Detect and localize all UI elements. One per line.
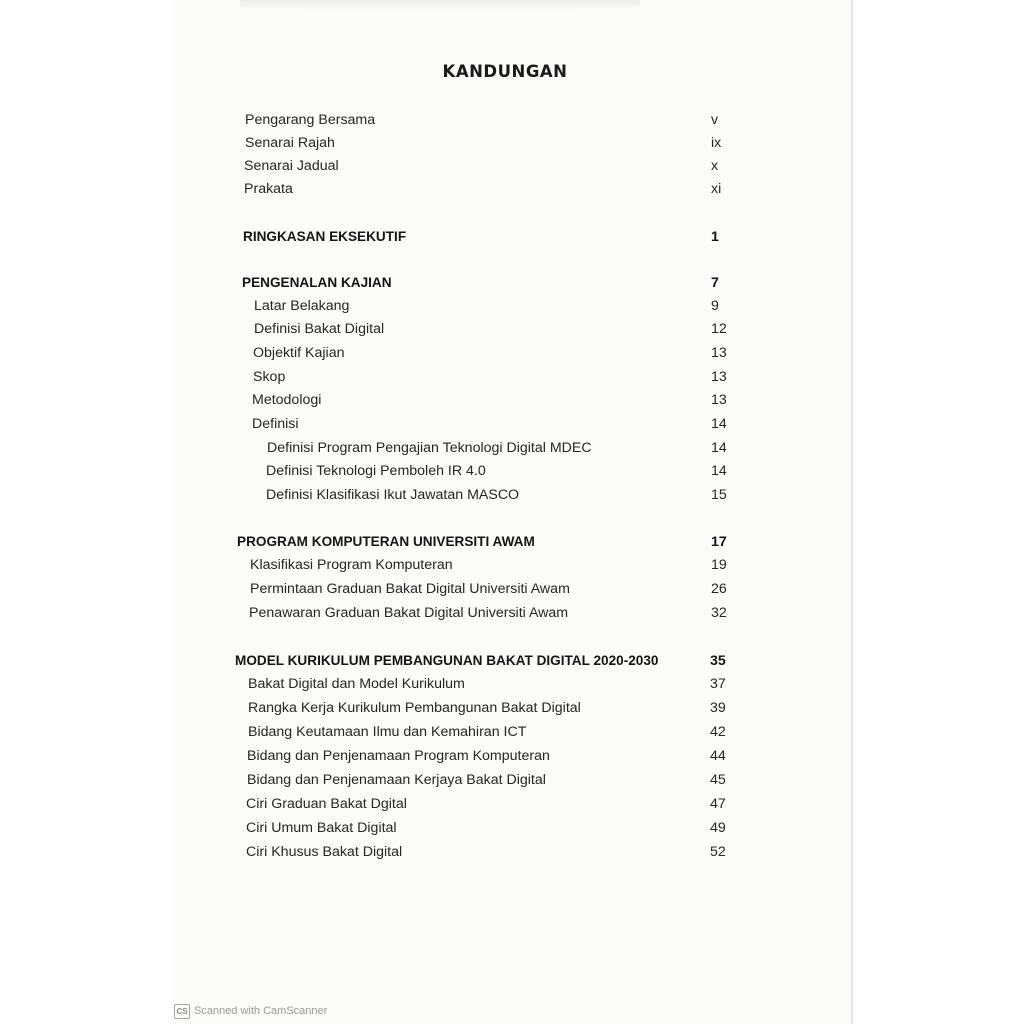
toc-label: Ciri Khusus Bakat Digital bbox=[246, 844, 403, 860]
camscanner-logo-icon: CS bbox=[174, 1004, 190, 1019]
toc-heading-label: PENGENALAN KAJIAN bbox=[242, 275, 392, 290]
toc-label: Penawaran Graduan Bakat Digital Universiti Awam bbox=[249, 605, 569, 621]
toc-label: Klasifikasi Program Komputeran bbox=[250, 557, 453, 573]
toc-section-heading bbox=[0, 532, 1024, 554]
toc-page: 13 bbox=[711, 369, 727, 385]
toc-heading-label: PROGRAM KOMPUTERAN UNIVERSITI AWAM bbox=[237, 534, 535, 549]
toc-page: 44 bbox=[710, 748, 726, 764]
toc-page: 52 bbox=[710, 844, 726, 860]
toc-entry bbox=[0, 390, 1024, 412]
toc-label: Bidang dan Penjenamaan Kerjaya Bakat Digital bbox=[247, 772, 546, 788]
toc-label: Ciri Graduan Bakat Dgital bbox=[246, 796, 407, 812]
toc-label: Metodologi bbox=[252, 392, 322, 408]
toc-label: Senarai Rajah bbox=[245, 135, 335, 151]
toc-entry bbox=[0, 842, 1024, 864]
toc-entry bbox=[0, 343, 1024, 365]
toc-subentry bbox=[0, 461, 1024, 483]
scan-smudge bbox=[240, 0, 640, 10]
toc-label: Skop bbox=[253, 369, 286, 385]
toc-page: 19 bbox=[711, 557, 727, 573]
toc-section-heading bbox=[0, 273, 1024, 295]
toc-heading-page: 35 bbox=[710, 653, 726, 669]
toc-page: 49 bbox=[710, 820, 726, 836]
toc-entry bbox=[0, 674, 1024, 696]
toc-entry bbox=[0, 746, 1024, 768]
toc-page: 12 bbox=[711, 321, 727, 337]
toc-label: Definisi Bakat Digital bbox=[254, 321, 385, 337]
toc-page: x bbox=[711, 158, 719, 174]
toc-entry bbox=[0, 414, 1024, 436]
scanner-watermark bbox=[174, 1003, 327, 1019]
toc-section-heading bbox=[0, 651, 1024, 673]
toc-entry bbox=[0, 794, 1024, 816]
toc-entry-front-matter bbox=[0, 110, 1024, 132]
toc-entry bbox=[0, 603, 1024, 625]
toc-label: Pengarang Bersama bbox=[245, 112, 376, 128]
toc-page: 14 bbox=[711, 440, 727, 456]
toc-entry bbox=[0, 722, 1024, 744]
toc-page: 15 bbox=[711, 487, 727, 503]
toc-label: Permintaan Graduan Bakat Digital Universiti Awam bbox=[250, 581, 570, 597]
toc-label: Definisi bbox=[252, 416, 299, 432]
toc-label: Definisi Teknologi Pemboleh IR 4.0 bbox=[266, 463, 486, 479]
toc-label: Bidang dan Penjenamaan Program Komputeran bbox=[247, 748, 550, 764]
toc-label: Bidang Keutamaan Ilmu dan Kemahiran ICT bbox=[248, 724, 527, 740]
toc-page: 37 bbox=[710, 676, 726, 692]
toc-label: Definisi Klasifikasi Ikut Jawatan MASCO bbox=[266, 487, 520, 503]
toc-entry bbox=[0, 555, 1024, 577]
toc-heading-label: MODEL KURIKULUM PEMBANGUNAN BAKAT DIGITAL 2020-2030 bbox=[235, 653, 659, 668]
toc-entry-front-matter bbox=[0, 156, 1024, 178]
toc-entry bbox=[0, 296, 1024, 318]
toc-page: 13 bbox=[711, 392, 727, 408]
toc-section-heading bbox=[0, 227, 1024, 249]
toc-page: 14 bbox=[711, 463, 727, 479]
toc-page: 47 bbox=[710, 796, 726, 812]
toc-entry bbox=[0, 579, 1024, 601]
toc-label: Objektif Kajian bbox=[253, 345, 345, 361]
toc-subentry bbox=[0, 485, 1024, 507]
toc-page: 26 bbox=[711, 581, 727, 597]
toc-entry-front-matter bbox=[0, 133, 1024, 155]
toc-page: 9 bbox=[711, 298, 719, 314]
toc-heading-page: 17 bbox=[711, 534, 727, 550]
toc-page: 13 bbox=[711, 345, 727, 361]
toc-heading-page: 7 bbox=[711, 275, 719, 291]
toc-page: 14 bbox=[711, 416, 727, 432]
toc-page: 32 bbox=[711, 605, 727, 621]
toc-page: 45 bbox=[710, 772, 726, 788]
toc-heading-page: 1 bbox=[711, 229, 719, 245]
toc-label: Prakata bbox=[244, 181, 293, 197]
toc-entry bbox=[0, 319, 1024, 341]
toc-entry bbox=[0, 367, 1024, 389]
toc-page: ix bbox=[711, 135, 722, 151]
toc-label: Latar Belakang bbox=[254, 298, 350, 314]
toc-subentry bbox=[0, 438, 1024, 460]
toc-entry-front-matter bbox=[0, 179, 1024, 201]
toc-label: Bakat Digital dan Model Kurikulum bbox=[248, 676, 465, 692]
watermark-text: Scanned with CamScanner bbox=[194, 1005, 328, 1017]
toc-entry bbox=[0, 698, 1024, 720]
toc-label: Definisi Program Pengajian Teknologi Digital MDEC bbox=[267, 440, 592, 456]
toc-heading-label: RINGKASAN EKSEKUTIF bbox=[243, 229, 407, 244]
toc-label: Ciri Umum Bakat Digital bbox=[246, 820, 397, 836]
toc-label: Rangka Kerja Kurikulum Pembangunan Bakat Digital bbox=[248, 700, 581, 716]
toc-page: v bbox=[711, 112, 719, 128]
toc-entry bbox=[0, 818, 1024, 840]
toc-page: 42 bbox=[710, 724, 726, 740]
toc-page: xi bbox=[711, 181, 722, 197]
page-title: KANDUNGAN bbox=[442, 62, 568, 81]
toc-label: Senarai Jadual bbox=[244, 158, 339, 174]
toc-page: 39 bbox=[710, 700, 726, 716]
toc-entry bbox=[0, 770, 1024, 792]
